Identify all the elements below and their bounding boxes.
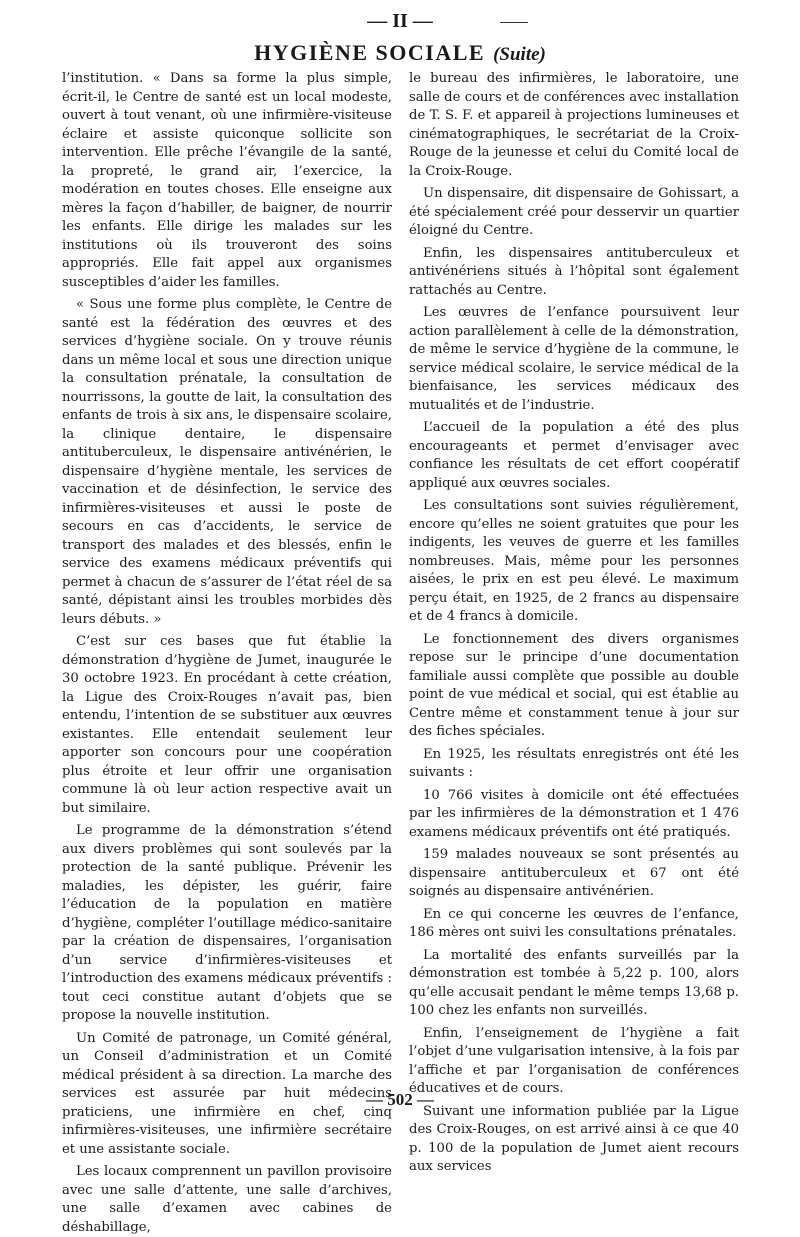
paragraph: En 1925, les résultats enregistrés ont été les suivants : bbox=[409, 746, 739, 780]
paragraph: Les consultations sont suivies régulièrement, encore qu’elles ne soient gratuites que pour les indigents, les veuves de guerre et les familles nombreuses. Mais, même pour les personnes aisées, le prix en est peu élevé. Le maximum perçu était, en 1925, de 2 francs au dispensaire et de 4 francs à domicile. bbox=[409, 498, 739, 624]
paragraph: Enfin, les dispensaires antituberculeux et antivénériens situés à l’hôpital sont également rattachés au Centre. bbox=[409, 245, 739, 298]
header-title: HYGIÈNE SOCIALE bbox=[254, 40, 486, 65]
paragraph: L’accueil de la population a été des plus encourageants et permet d’envisager avec confiance les résultats de cet effort coopératif appliqué aux œuvres sociales. bbox=[409, 420, 739, 491]
column-left bbox=[62, 70, 392, 1235]
paragraph: Un Comité de patronage, un Comité général, un Conseil d’administration et un Comité médical président à sa direction. La marche des services est assurée par huit médecins praticiens, une infirmière en chef, cinq infirmières-visiteuses, une infirmière secrétaire et une assistante sociale. bbox=[62, 1030, 392, 1157]
paragraph: Suivant une information publiée par la Ligue des Croix-Rouges, on est arrivé ainsi à ce que 40 p. 100 de la population de Jumet aient recours aux services bbox=[409, 1103, 739, 1174]
page-header bbox=[0, 40, 800, 66]
paragraph: La mortalité des enfants surveillés par la démonstration est tombée à 5,22 p. 100, alors qu’elle accusait pendant le même temps 13,68 p. 100 chez les enfants non surveillés. bbox=[409, 947, 739, 1018]
paragraph: 10 766 visites à domicile ont été effectuées par les infirmières de la démonstration et 1 476 examens médicaux préventifs ont été pratiqués. bbox=[409, 787, 739, 840]
paragraph: Le fonctionnement des divers organismes repose sur le principe d’une documentation familiale aussi complète que possible au double point de vue médical et social, qui est établie au Centre même et constamment tenue à jour sur des fiches spéciales. bbox=[409, 631, 739, 739]
page-number: — 502 — bbox=[366, 1090, 434, 1109]
paragraph: 159 malades nouveaux se sont présentés au dispensaire antituberculeux et 67 ont été soignés au dispensaire antivénérien. bbox=[409, 847, 739, 899]
paragraph: Les locaux comprennent un pavillon provisoire avec une salle d’attente, une salle d’archives, une salle d’examen avec cabines de déshabillage, bbox=[62, 1164, 392, 1235]
rule bbox=[500, 22, 528, 23]
page-number-roman: — II — bbox=[367, 10, 433, 32]
paragraph: « Sous une forme plus complète, le Centre de santé est la fédération des œuvres et des services d’hygiène sociale. On y trouve réunis dans un même local et sous une direction unique la consultation prénatale, la consultation de nourrissons, la goutte de lait, la consultation des enfants de trois à six ans, le dispensaire scolaire, la clinique dentaire, le dispensaire antituberculeux, le dispensaire antivénérien, le dispensaire d’hygiène mentale, les services de vaccination et de désinfection, le service des infirmières-visiteuses et aussi le poste de secours en cas d’accidents, le service de transport des malades et des blessés, enfin le service des examens médicaux préventifs qui permet à chacun de s’assurer de l’état réel de sa santé, dépistant ainsi les troubles morbides dès leurs débuts. » bbox=[62, 297, 392, 627]
paragraph: Un dispensaire, dit dispensaire de Gohissart, a été spécialement créé pour desservir un quartier éloigné du Centre. bbox=[409, 186, 739, 238]
paragraph: le bureau des infirmières, le laboratoire, une salle de cours et de conférences avec installation de T. S. F. et appareil à projections lumineuses et cinématographiques, le secrétariat de la Croix-Rouge de la jeunesse et celui du Comité local de la Croix-Rouge. bbox=[409, 71, 739, 179]
paragraph: En ce qui concerne les œuvres de l’enfance, 186 mères ont suivi les consultations prénatales. bbox=[409, 906, 739, 940]
paragraph: Les œuvres de l’enfance poursuivent leur action parallèlement à celle de la démonstration, de même le service d’hygiène de la commune, le service médical scolaire, le service médical de la bienfaisance, les services médicaux des mutualités et de l’industrie. bbox=[409, 305, 739, 413]
paragraph: l’institution. « Dans sa forme la plus simple, écrit-il, le Centre de santé est un local modeste, ouvert à tout venant, où une infirmière-visiteuse éclaire et assiste quiconque sollicite son intervention. Elle prêche l’évangile de la santé, la propreté, le grand air, l’exercice, la modération en toutes choses. Elle enseigne aux mères la façon d’habiller, de baigner, de nourrir les enfants. Elle dirige les malades sur les institutions où ils trouveront des soins appropriés. Elle fait appel aux organismes susceptibles d’aider les familles. bbox=[62, 71, 392, 290]
paragraph: Enfin, l’enseignement de l’hygiène a fait l’objet d’une vulgarisation intensive, à la fois par l’affiche et par l’organisation de conférences éducatives et de cours. bbox=[409, 1025, 739, 1096]
paragraph: C’est sur ces bases que fut établie la démonstration d’hygiène de Jumet, inaugurée le 30 octobre 1923. En procédant à cette création, la Ligue des Croix-Rouges n’avait pas, bien entendu, l’intention de se substituer aux œuvres existantes. Elle entendait seulement leur apporter son concours pour une coopération plus étroite et leur offrir une organisation commune là où leur action respective avait un but similaire. bbox=[62, 634, 392, 816]
paragraph: Le programme de la démonstration s’étend aux divers problèmes qui sont soulevés par la protection de la santé publique. Prévenir les maladies, les dépister, les guérir, faire l’éducation de la population en matière d’hygiène, compléter l’outillage médico-sanitaire par la création de dispensaires, l’organisation d’un service d’infirmières-visiteuses et l’introduction des examens médicaux préventifs : tout ceci constitue autant d’objets que se propose la nouvelle institution. bbox=[62, 823, 392, 1023]
header-subtitle: (Suite) bbox=[493, 44, 546, 65]
column-right bbox=[409, 70, 739, 1174]
